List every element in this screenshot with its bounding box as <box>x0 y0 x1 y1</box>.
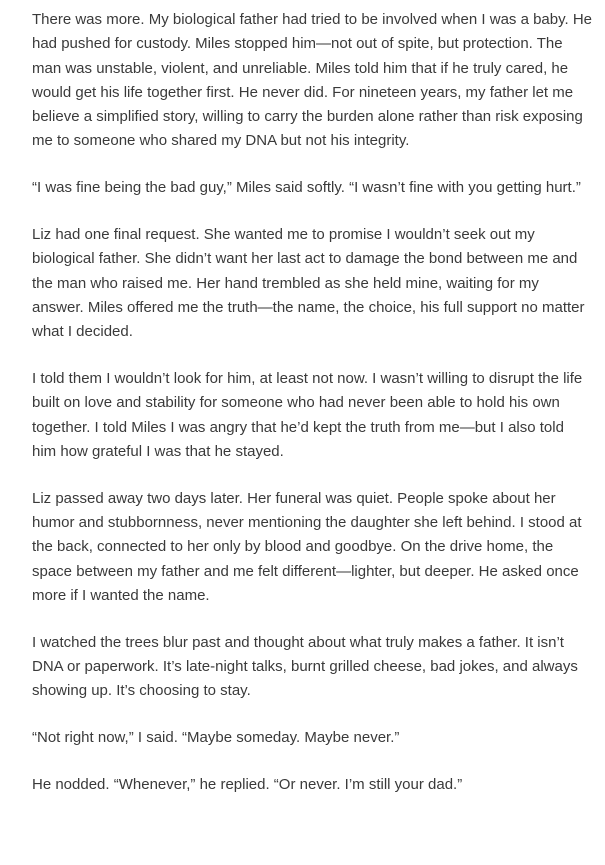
paragraph-7: “Not right now,” I said. “Maybe someday. Maybe never.” <box>32 729 400 747</box>
paragraph-6: I watched the trees blur past and thought about what truly makes a father. It isn’t DNA or paperwork. It’s late-night talks, burnt grilled cheese, bad jokes, and always showing up. It’s choosing to stay. <box>32 633 578 700</box>
paragraph-5: Liz passed away two days later. Her funeral was quiet. People spoke about her humor and stubbornness, never mentioning the daughter she left behind. I stood at the back, connected to her only by blood and goodbye. On the drive home, the space between my father and me felt different—lighter, but deeper. He asked once more if I wanted the name. <box>32 489 582 604</box>
article-body <box>32 8 592 797</box>
paragraph-1: There was more. My biological father had tried to be involved when I was a baby. He had pushed for custody. Miles stopped him—not out of spite, but protection. The man was unstable, violent, and unreliable. Miles told him that if he truly cared, he would get his life together first. He never did. For nineteen years, my father let me believe a simplified story, willing to carry the burden alone rather than risk exposing me to someone who shared my DNA but not his integrity. <box>32 11 593 150</box>
paragraph-8: He nodded. “Whenever,” he replied. “Or never. I’m still your dad.” <box>32 775 463 793</box>
paragraph-2: “I was fine being the bad guy,” Miles said softly. “I wasn’t fine with you getting hurt.” <box>32 179 581 197</box>
paragraph-3: Liz had one final request. She wanted me to promise I wouldn’t seek out my biological father. She didn’t want her last act to damage the bond between me and the man who raised me. Her hand trembled as she held mine, waiting for my answer. Miles offered me the truth—the name, the choice, his full support no matter what I decided. <box>32 226 585 341</box>
paragraph-4: I told them I wouldn’t look for him, at least not now. I wasn’t willing to disrupt the life built on love and stability for someone who had never been able to hold his own together. I told Miles I was angry that he’d kept the truth from me—but I also told him how grateful I was that he stayed. <box>32 370 583 460</box>
